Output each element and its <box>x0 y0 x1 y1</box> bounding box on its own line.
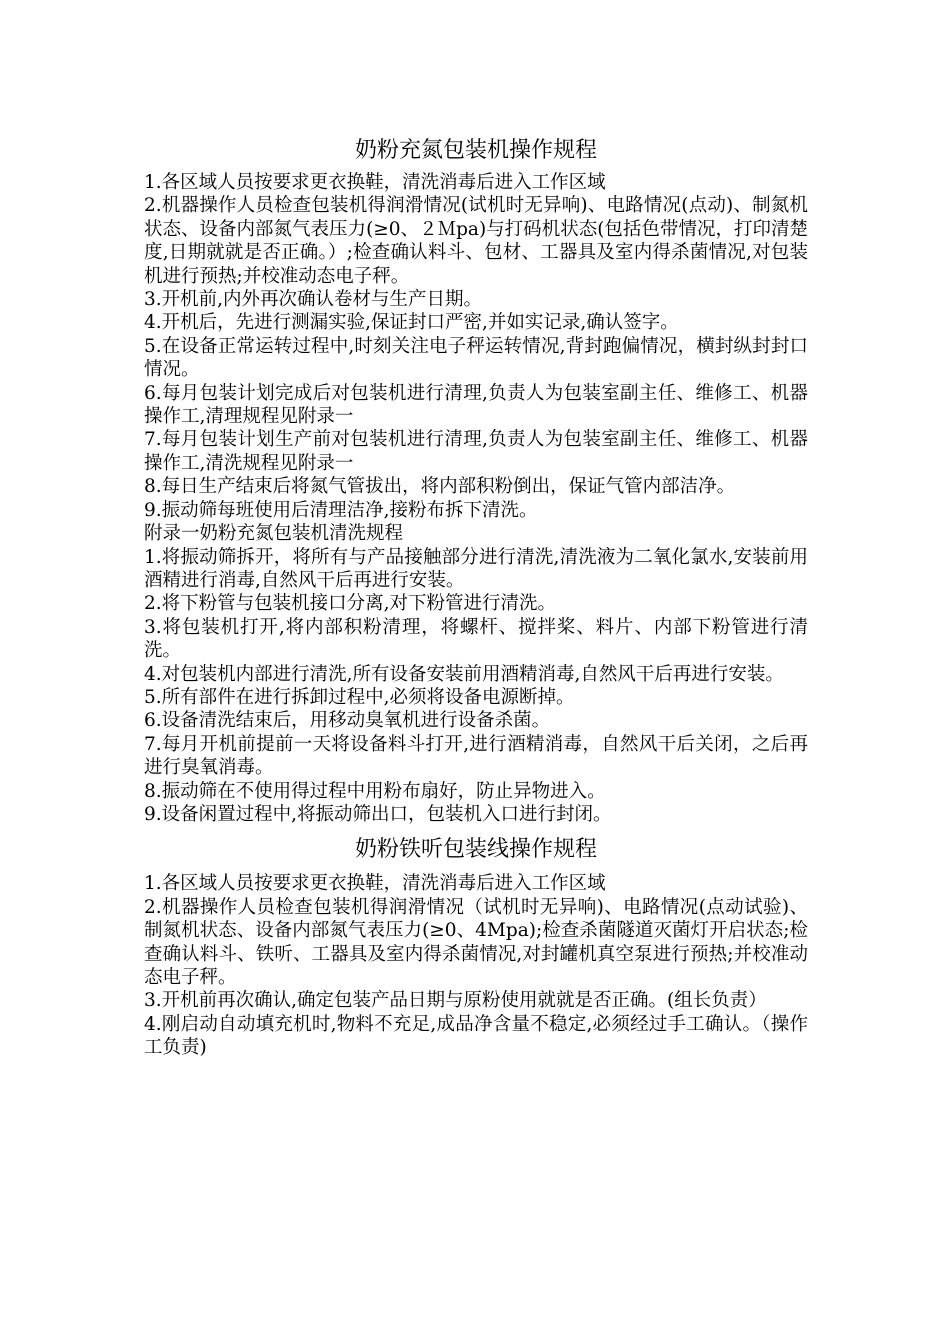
section1-item-2: 2.机器操作人员检查包装机得润滑情况(试机时无异响)、电路情况(点动)、制氮机状态、设备内部氮气表压力(≥0、２Ｍpa)与打码机状态(包括色带情况，打印清楚度,日期就就是否正确。）;检查确认料斗、包材、工器具及室内得杀菌情况,对包装机进行预热;并校准动态电子秤。 <box>144 195 808 287</box>
section1-item-3: 3.开机前,内外再次确认卷材与生产日期。 <box>144 289 483 311</box>
appendix-item-9: 9.设备闲置过程中,将振动筛出口，包装机入口进行封闭。 <box>144 803 612 825</box>
section1-item-1: 1.各区域人员按要求更衣换鞋，清洗消毒后进入工作区域 <box>144 172 606 193</box>
section1-item-5: 5.在设备正常运转过程中,时刻关注电子秤运转情况,背封跑偏情况，横封纵封封口情况。 <box>144 335 808 381</box>
section1-title: 奶粉充氮包装机操作规程 <box>354 138 597 163</box>
section1-item-6: 6.每月包装计划完成后对包装机进行清理,负责人为包装室副主任、维修工、机器操作工,清理规程见附录一 <box>144 382 808 428</box>
appendix-item-5: 5.所有部件在进行拆卸过程中,必须将设备电源断掉。 <box>144 686 575 708</box>
appendix-item-2: 2.将下粉管与包装机接口分离,对下粉管进行清洗。 <box>144 593 557 615</box>
section1-item-9: 9.振动筛每班使用后清理洁净,接粉布拆下清洗。 <box>144 499 538 521</box>
appendix-item-1: 1.将振动筛拆开，将所有与产品接触部分进行清洗,清洗液为二氧化氯水,安装前用酒精进行消毒,自然风干后再进行安装。 <box>144 546 808 591</box>
appendix-item-8: 8.振动筛在不使用得过程中用粉布扇好，防止异物进入。 <box>144 780 606 802</box>
section2-title: 奶粉铁听包装线操作规程 <box>354 837 597 863</box>
appendix-item-7: 7.每月开机前提前一天将设备料斗打开,进行酒精消毒，自然风干后关闭，之后再进行臭氧消毒。 <box>144 733 808 779</box>
section2-item-2: 2.机器操作人员检查包装机得润滑情况（试机时无异响)、电路情况(点动试验)、制氮机状态、设备内部氮气表压力(≥0、4Mpa);检查杀菌隧道灭菌灯开启状态;检查确认料斗、铁听、工器具及室内得杀菌情况,对封罐机真空泵进行预热;并校准动态电子秤。 <box>144 896 808 988</box>
section2-item-3: 3.开机前再次确认,确定包装产品日期与原粉使用就就是否正确。(组长负责） <box>144 990 767 1012</box>
section2-item-1: 1.各区域人员按要求更衣换鞋，清洗消毒后进入工作区域 <box>144 873 606 895</box>
section1-item-4: 4.开机后，先进行测漏实验,保证封口严密,并如实记录,确认签字。 <box>144 312 679 334</box>
section2-item-4: 4.刚启动自动填充机时,物料不充足,成品净含量不稳定,必须经过手工确认。（操作工负责) <box>144 1013 808 1059</box>
section1-item-8: 8.每日生产结束后将氮气管拔出，将内部积粉倒出，保证气管内部洁净。 <box>144 476 736 498</box>
appendix-item-6: 6.设备清洗结束后，用移动臭氧机进行设备杀菌。 <box>144 710 551 732</box>
section1-item-7: 7.每月包装计划生产前对包装机进行清理,负责人为包装室副主任、维修工、机器操作工,清洗规程见附录一 <box>144 429 808 474</box>
appendix-item-4: 4.对包装机内部进行清洗,所有设备安装前用酒精消毒,自然风干后再进行安装。 <box>144 663 784 685</box>
appendix-item-3: 3.将包装机打开,将内部积粉清理，将螺杆、搅拌桨、料片、内部下粉管进行清洗。 <box>144 616 808 662</box>
appendix-title: 附录一奶粉充氮包装机清洗规程 <box>144 523 404 545</box>
